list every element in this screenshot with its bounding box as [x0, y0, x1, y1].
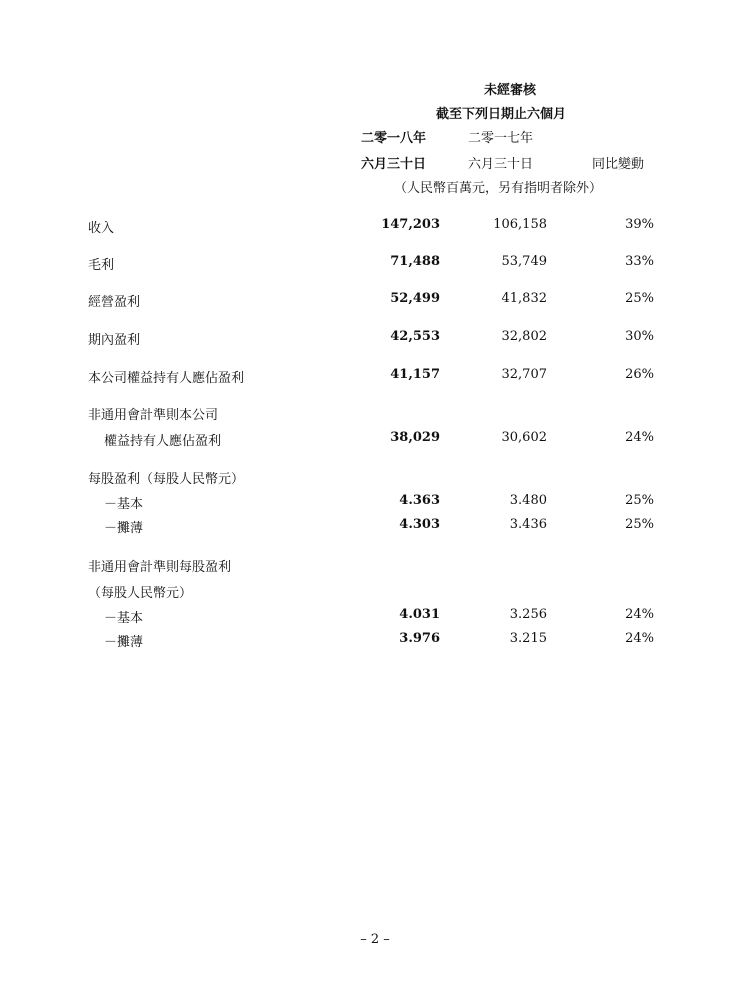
value-change: 24%	[625, 607, 654, 622]
value-2018: 42,553	[390, 329, 440, 344]
header-year-2018: 二零一八年	[361, 131, 427, 146]
row-label: 非通用會計準則每股盈利	[88, 560, 232, 575]
table-row	[0, 607, 750, 627]
header-period: 截至下列日期止六個月	[436, 107, 567, 122]
row-label: 權益持有人應佔盈利	[104, 434, 222, 449]
row-label: 毛利	[88, 258, 115, 273]
value-2018: 4.363	[399, 493, 440, 508]
table-row	[0, 493, 750, 513]
row-label: 收入	[88, 221, 115, 236]
value-2018: 52,499	[390, 291, 440, 306]
table-row	[0, 404, 750, 424]
value-change: 39%	[625, 217, 654, 232]
value-2018: 41,157	[390, 367, 440, 382]
table-row	[0, 217, 750, 237]
value-change: 30%	[625, 329, 654, 344]
value-2017: 32,707	[501, 367, 547, 382]
value-2017: 3.256	[509, 607, 547, 622]
row-label: －基本	[104, 611, 144, 626]
header-unit-note: （人民幣百萬元，另有指明者除外）	[394, 181, 603, 196]
table-row	[0, 517, 750, 537]
row-label: 經營盈利	[88, 295, 141, 310]
header-year-2017: 二零一七年	[468, 131, 534, 146]
header-date-2017: 六月三十日	[468, 157, 534, 172]
table-row	[0, 556, 750, 576]
row-label: 期內盈利	[88, 333, 141, 348]
value-2017: 3.480	[509, 493, 547, 508]
value-2017: 3.436	[509, 517, 547, 532]
value-change: 25%	[625, 291, 654, 306]
header-date-2018: 六月三十日	[361, 157, 427, 172]
row-label: －攤薄	[104, 635, 144, 650]
value-2017: 106,158	[493, 217, 547, 232]
row-label: （每股人民幣元）	[88, 586, 193, 601]
row-label: －基本	[104, 497, 144, 512]
table-row	[0, 430, 750, 450]
table-row	[0, 291, 750, 311]
value-2018: 147,203	[381, 217, 440, 232]
value-2018: 71,488	[390, 254, 440, 269]
table-row	[0, 329, 750, 349]
value-2018: 4.031	[399, 607, 440, 622]
value-2018: 4.303	[399, 517, 440, 532]
value-2018: 3.976	[399, 631, 440, 646]
row-label: 本公司權益持有人應佔盈利	[88, 371, 245, 386]
header-unaudited: 未經審核	[484, 83, 537, 98]
table-row	[0, 582, 750, 602]
value-2017: 53,749	[501, 254, 547, 269]
value-2018: 38,029	[390, 430, 440, 445]
value-change: 26%	[625, 367, 654, 382]
row-label: －攤薄	[104, 521, 144, 536]
header-yoy-change: 同比變動	[592, 157, 645, 172]
value-change: 33%	[625, 254, 654, 269]
table-row	[0, 631, 750, 651]
table-row	[0, 468, 750, 488]
table-row	[0, 254, 750, 274]
value-change: 24%	[625, 631, 654, 646]
value-2017: 3.215	[509, 631, 547, 646]
value-2017: 41,832	[501, 291, 547, 306]
value-change: 25%	[625, 493, 654, 508]
row-label: 每股盈利（每股人民幣元）	[88, 472, 245, 487]
value-2017: 30,602	[501, 430, 547, 445]
page-number: – 2 –	[360, 932, 390, 947]
value-2017: 32,802	[501, 329, 547, 344]
table-row	[0, 367, 750, 387]
value-change: 24%	[625, 430, 654, 445]
value-change: 25%	[625, 517, 654, 532]
row-label: 非通用會計準則本公司	[88, 408, 219, 423]
